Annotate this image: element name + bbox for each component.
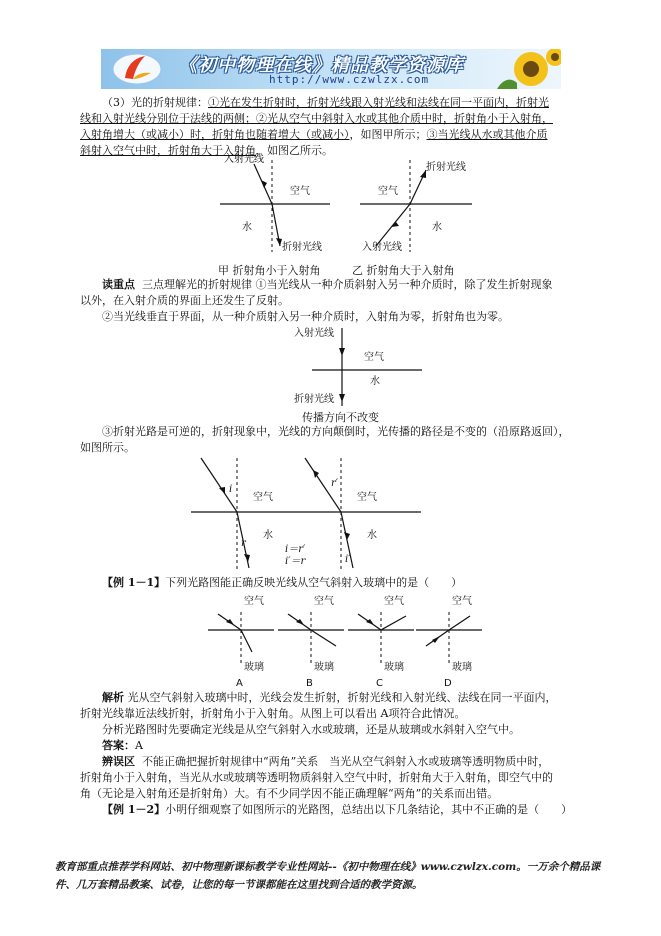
example-1-1-question: 【例 1－1】下列光路图能正确反映光线从空气斜射入玻璃中的是（ ） (102, 576, 463, 589)
option-a-glass: 玻璃 (244, 662, 264, 673)
fig2-refracted-label: 折射光线 (294, 394, 334, 405)
mistake-line3: 角（无论是入射角还是折射角）大。有不少同学因不能正确理解“两角”的关系而出错。 (80, 787, 499, 800)
fig-a-incident-label: 入射光线 (224, 154, 264, 165)
refraction-law-line3: 入射角增大（或减小）时，折射角也随着增大（或减小），如图甲所示；③当光线从水或其他介质 (80, 128, 548, 141)
footer-line2: 件、几万套精品教案、试卷，让您的每一节课都能在这里找到合适的教学资源。 (55, 879, 423, 891)
angle-r-prime-label: r′ (331, 478, 339, 489)
mistake-line2: 折射角小于入射角，当光从水或玻璃等透明物质斜射入空气中时，折射角大于入射角，即空气中的 (80, 771, 553, 784)
fig-b-incident-label: 入射光线 (362, 242, 402, 253)
fig-b-air-label: 空气 (378, 186, 398, 197)
option-d-glass: 玻璃 (452, 662, 472, 673)
site-logo-icon (111, 52, 163, 86)
answer-line: 答案：A (102, 739, 143, 752)
fig-a-water-label: 水 (242, 222, 252, 233)
figure-b (360, 160, 472, 253)
reversible-line2: 如图所示。 (80, 441, 135, 454)
fig3-air1-label: 空气 (253, 492, 273, 503)
perpendicular-figure (290, 322, 430, 408)
fig3-water2-label: 水 (367, 530, 377, 541)
analysis-line2: 折射光线靠近法线折射，折射角小于入射角。从图上可以看出 A项符合此情况。 (80, 707, 466, 720)
option-c-diagram (348, 594, 414, 673)
option-d-letter: D (444, 678, 452, 686)
reversible-line1: ③折射光路是可逆的，折射现象中，光线的方向颠倒时，光传播的路径是不变的（沿原路返回）， (102, 425, 570, 438)
refraction-law-line2: 线和入射光线分别位于法线的两侧；②光从空气中斜射入水或其他介质中时，折射角小于入射角， (80, 112, 553, 125)
refraction-law-line4: 斜射入空气中时，折射角大于入射角，如图乙所示。 (80, 144, 333, 157)
refraction-law-line1: （3）光的折射规律：①光在发生折射时，折射光线跟入射光线和法线在同一平面内，折射光 (102, 96, 549, 109)
mistake-line1: 辨误区 不能正确把握折射规律中“两角”关系 当光从空气斜射入水或玻璃等透明物质中时， (102, 755, 550, 768)
figure-a (220, 152, 330, 253)
banner-title: 《初中物理在线》精品教学资源库 (179, 55, 464, 76)
sunflower-icon (493, 49, 561, 89)
equation-i-r-prime: i＝r′ (285, 544, 306, 555)
option-a-air: 空气 (244, 596, 264, 607)
refraction-figure-pair (210, 150, 480, 260)
fig3-water1-label: 水 (263, 530, 273, 541)
option-c-air: 空气 (384, 596, 404, 607)
option-c-glass: 玻璃 (384, 662, 404, 673)
tip-line3: ②当光线垂直于界面，从一种介质射入另一种介质时，入射角为零，折射角也为零。 (102, 310, 509, 323)
angle-r-label: r (241, 538, 246, 549)
site-banner (101, 49, 561, 89)
option-c-letter: C (376, 678, 383, 686)
angle-i-label: i (229, 484, 233, 495)
fig-b-water-label: 水 (432, 222, 442, 233)
fig-a-refracted-label: 折射光线 (282, 242, 322, 253)
option-b-glass: 玻璃 (314, 662, 334, 673)
tip-line1: 读重点 三点理解光的折射规律 ①当光线从一种介质斜射入另一种介质时，除了发生折射现象 (102, 278, 553, 291)
footer-line1: 教育部重点推荐学科网站、初中物理新课标教学专业性网站--《初中物理在线》www.czwlzx.com。一万余个精品课 (55, 861, 601, 873)
analysis-line3: 分析光路图时先要确定光线是从空气斜射入水或玻璃，还是从玻璃或水斜射入空气中。 (102, 723, 520, 736)
option-d-diagram (416, 594, 482, 673)
example-1-2-question: 【例 1－2】小明仔细观察了如图所示的光路图，总结出以下几条结论，其中不正确的是（ ） (102, 803, 573, 816)
fig3-air2-label: 空气 (357, 492, 377, 503)
equation-i-prime-r: i′＝r (285, 556, 306, 567)
page-footer (55, 858, 615, 894)
fig2-incident-label: 入射光线 (294, 328, 334, 339)
angle-i-prime-label: i′ (345, 554, 351, 565)
fig-b-refracted-label: 折射光线 (426, 162, 466, 173)
analysis-line1: 解析 光从空气斜射入玻璃中时，光线会发生折射，折射光线和入射光线、法线在同一平面内， (102, 691, 557, 704)
fig-a-air-label: 空气 (290, 186, 310, 197)
fig2-water-label: 水 (370, 376, 380, 387)
option-b-air: 空气 (314, 596, 334, 607)
fig1-caption-b: 乙 折射角大于入射角 (352, 264, 455, 277)
tip-line2: 以外，在入射介质的界面上还发生了反射。 (80, 294, 289, 307)
banner-url[interactable]: http://www.czwlzx.com (269, 73, 430, 86)
fig1-caption-a: 甲 折射角小于入射角 (218, 264, 321, 277)
option-d-air: 空气 (452, 596, 472, 607)
fig2-caption: 传播方向不改变 (302, 411, 379, 424)
example-1-1-options-figure (204, 590, 484, 686)
option-b-letter: B (306, 678, 313, 686)
option-a-letter: A (236, 678, 243, 686)
option-a-diagram (208, 594, 274, 673)
option-b-diagram (278, 594, 344, 673)
fig2-air-label: 空气 (364, 352, 384, 363)
reversible-figure (185, 454, 435, 574)
